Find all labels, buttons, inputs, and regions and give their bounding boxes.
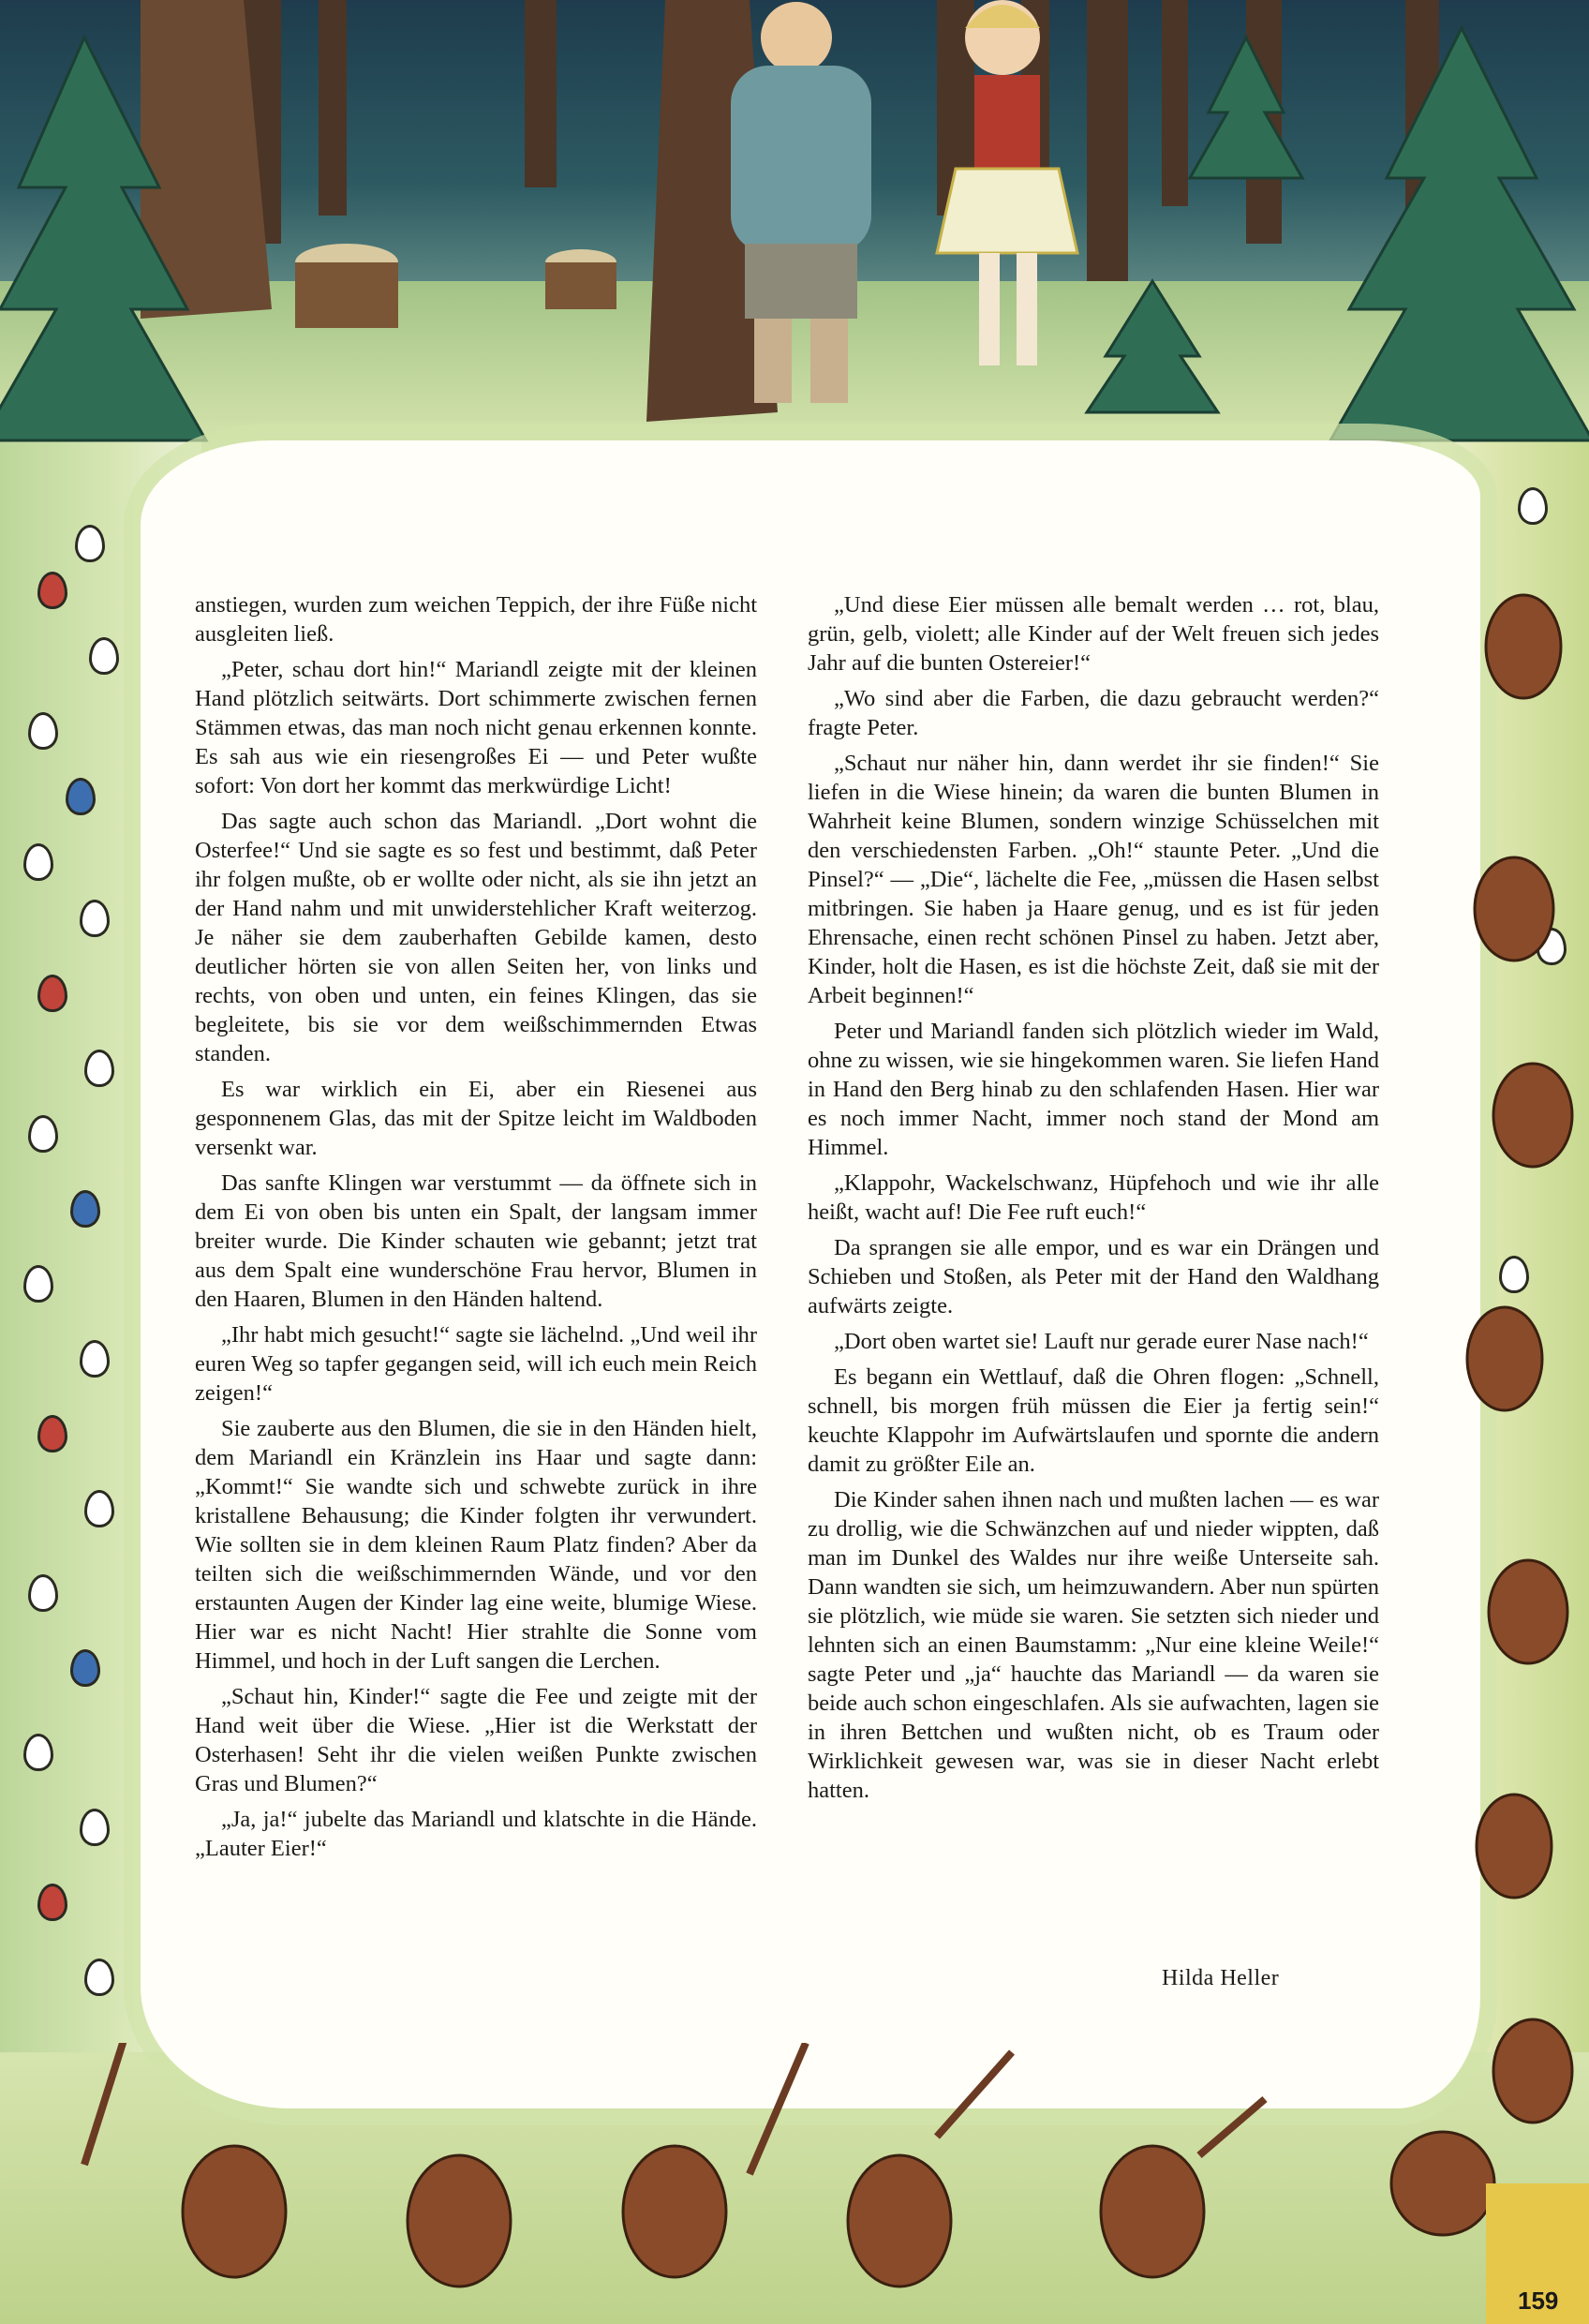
paragraph: Peter und Mariandl fanden sich plötzlich wieder im Wald, ohne zu wissen, wie sie hingekommen waren. Sie liefen Hand in Hand den Berg hinab zu den schlafenden Hasen. Hier war es noch immer Nacht, immer noch stand der Mond am Himmel.	[808, 1019, 1379, 1160]
paragraph: Es war wirklich ein Ei, aber ein Riesenei aus gesponnenem Glas, das mit der Spitze leicht im Waldboden versenkt war.	[195, 1077, 757, 1160]
paragraph: „Peter, schau dort hin!“ Mariandl zeigte mit der kleinen Hand plötzlich seitwärts. Dort schimmerte zwischen fernen Stämmen etwas, das man noch nicht genau erkennen konnte. Es sah aus wie ein riesengroßes Ei — und Peter wußte sofort: Von dort her kommt das merkwürdige Licht!	[195, 657, 757, 798]
paragraph: „Dort oben wartet sie! Lauft nur gerade eurer Nase nach!“	[834, 1329, 1369, 1354]
paragraph: Die Kinder sahen ihnen nach und mußten lachen — es war zu drollig, wie die Schwänzchen auf und nieder wippten, daß man im Dunkel des Waldes nur ihre weiße Unterseite sah. Dann wandten sie sich, um heimzuwandern. Aber nun spürten sie plötzlich, wie müde sie waren. Sie setzten sich nieder und lehnten sich an einen Baumstamm: „Nur eine kleine Weile!“ sagte Peter und „ja“ hauchte das Mariandl — da waren sie beide auch schon eingeschlafen. Als sie aufwachten, lagen sie in ihren Bettchen und wußten nicht, ob es Traum oder Wirklichkeit gewesen war, was sie in dieser Nacht erlebt hatten.	[808, 1487, 1379, 1803]
right-text-column	[808, 590, 1379, 1811]
author-signature: Hilda Heller	[1162, 1966, 1280, 1990]
hares-bottom-border	[0, 2043, 1589, 2324]
paragraph: „Schaut hin, Kinder!“ sagte die Fee und zeigte mit der Hand weit über die Wiese. „Hier ist die Werkstatt der Osterhasen! Seht ihr die vielen weißen Punkte zwischen Gras und Blumen?“	[195, 1684, 757, 1796]
paragraph: Das sanfte Klingen war verstummt — da öffnete sich in dem Ei von oben bis unten ein Spalt, der langsam immer breiter wurde. Die Kinder schauten wie gebannt; jetzt trat aus dem Spalt eine wunderschöne Frau hervor, Blumen in den Haaren, Blumen in den Händen haltend.	[195, 1170, 757, 1312]
paragraph: „Und diese Eier müssen alle bemalt werden … rot, blau, grün, gelb, violett; alle Kinder auf der Welt freuen sich jedes Jahr auf die bunten Ostereier!“	[808, 592, 1379, 676]
left-text-column	[195, 590, 757, 1870]
paragraph: Es begann ein Wettlauf, daß die Ohren flogen: „Schnell, schnell, bis morgen früh müssen die Eier ja fertig sein!“ keuchte Klappohr im Aufwärtslaufen und spornte die andern damit zu größter Eile an.	[808, 1364, 1379, 1477]
paragraph: Das sagte auch schon das Mariandl. „Dort wohnt die Osterfee!“ Und sie sagte es so fest und bestimmt, daß Peter ihr folgen mußte, ob er wollte oder nicht, als sie ihn jetzt an der Hand nahm und mit unwiderstehlicher Kraft weiterzog. Je näher sie dem zauberhaften Gebilde kamen, desto deutlicher hörten sie von allen Seiten her, von links und rechts, von oben und unten, ein feines Klingen, das sie begleitete, bis sie vor dem weißschimmernden Etwas standen.	[195, 809, 757, 1066]
paragraph: „Ja, ja!“ jubelte das Mariandl und klatschte in die Hände. „Lauter Eier!“	[195, 1807, 757, 1861]
paragraph: Da sprangen sie alle empor, und es war ein Drängen und Schieben und Stoßen, als Peter mit der Hand den Waldhang aufwärts zeigte.	[808, 1235, 1379, 1318]
paragraph: Sie zauberte aus den Blumen, die sie in den Händen hielt, dem Mariandl ein Kränzlein ins Haar und sagte dann: „Kommt!“ Sie wandte sich und schwebte zurück in ihre kristallene Behausung; die Kinder folgten ihr verwundert. Wie sollten sie in dem kleinen Raum Platz finden? Aber da teilten sich die weißschimmernden Wände, und vor den erstaunten Augen der Kinder lag eine weite, blumige Wiese. Hier war es nicht Nacht! Hier strahlte die Sonne vom Himmel, und hoch in der Luft sangen die Lerchen.	[195, 1416, 757, 1674]
page-number: 159	[1518, 2287, 1559, 2315]
hares-right-border	[1420, 515, 1589, 2296]
paragraph: „Wo sind aber die Farben, die dazu gebraucht werden?“ fragte Peter.	[808, 686, 1379, 740]
paragraph: anstiegen, wurden zum weichen Teppich, der ihre Füße nicht ausgleiten ließ.	[195, 592, 757, 647]
paragraph: „Schaut nur näher hin, dann werdet ihr sie finden!“ Sie liefen in die Wiese hinein; da waren die bunten Blumen in Wahrheit keine Blumen, sondern winzige Schüsselchen mit den verschiedensten Farben. „Oh!“ staunte Peter. „Und die Pinsel?“ — „Die“, lächelte die Fee, „müssen die Hasen selbst mitbringen. Sie haben ja Haare genug, und es ist für jeden Ehrensache, einen recht schönen Pinsel zu haben. Jetzt aber, Kinder, holt die Hasen, es ist die höchste Zeit, daß sie mit der Arbeit beginnen!“	[808, 751, 1379, 1008]
paragraph: „Ihr habt mich gesucht!“ sagte sie lächelnd. „Und weil ihr euren Weg so tapfer gegangen seid, will ich euch mein Reich zeigen!“	[195, 1322, 757, 1406]
paragraph: „Klappohr, Wackelschwanz, Hüpfehoch und wie ihr alle heißt, wacht auf! Die Fee ruft euch!“	[808, 1170, 1379, 1225]
